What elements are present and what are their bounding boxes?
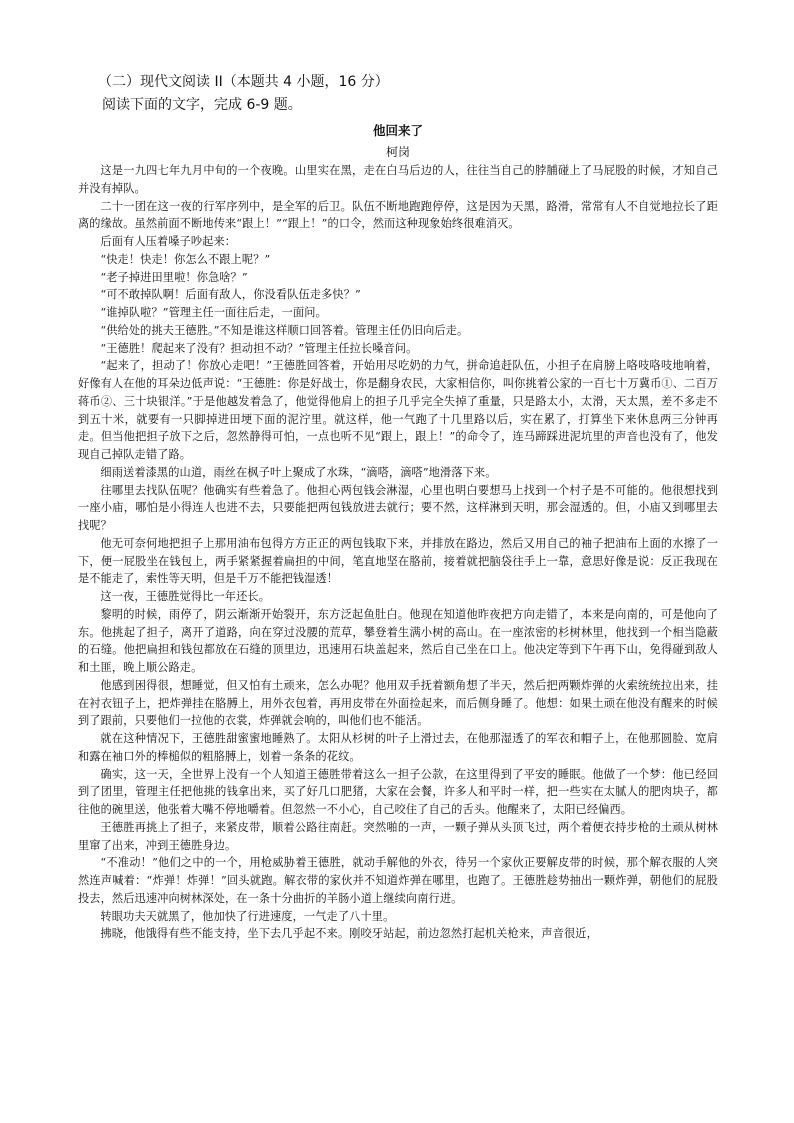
- paragraph: 拂晓，他饿得有些不能支持，坐下去几乎起不来。刚咬牙站起，前边忽然打起机关枪来，声音很近，: [100, 927, 598, 941]
- paragraph: 二十一团在这一夜的行军序列中，是全军的后卫。队伍不断地跑跑停停，这是因为天黑，路滑，常常有人不自觉地拉长了距离的缘故。虽然前面不断地传来“跟上！”“跟上！”的口令，然而这种现象始终很难消灭。: [78, 199, 718, 231]
- reading-instruction: 阅读下面的文字，完成 6-9 题。: [102, 97, 302, 113]
- paragraph: 往哪里去找队伍呢？他确实有些着急了。他担心两包钱会淋湿，心里也明白要想马上找到一个村子是不可能的。他很想找到一座小庙，哪怕是小得连人也进不去，只要能把两包钱放进去就行；要不然，这样淋到天明，那会湿透的。但，小庙又到哪里去找呢？: [78, 483, 718, 532]
- paragraph: 细雨送着漆黑的山道，雨丝在枫子叶上聚成了水珠，“滴嗒，滴嗒”地滑落下来。: [100, 465, 497, 479]
- section-heading: （二）现代文阅读 II（本题共 4 小题，16 分）: [98, 74, 389, 90]
- paragraph: 确实，这一天，全世界上没有一个人知道王德胜带着这么一担子公款，在这里得到了平安的睡眠。他做了一个梦：他已经回到了团里，管理主任把他挑的钱拿出来，买了好几口肥猪，大家在会餐，许多人和平时一样，把一些实在太腻人的肥肉块子，都往他的碗里送，他张着大嘴不停地嚼着。但忽然一不小心，自己咬住了自己的舌头。他醒来了，太阳已经偏西。: [78, 767, 718, 816]
- paragraph: “供给处的挑夫王德胜。”不知是谁这样顺口回答着。管理主任仍旧向后走。: [100, 323, 469, 337]
- paragraph: 就在这种情况下，王德胜甜蜜蜜地睡熟了。太阳从杉树的叶子上滑过去，在他那湿透了的军衣和帽子上，在他那圆脸、宽肩和露在袖口外的棒槌似的粗胳膊上，划着一条条的花纹。: [78, 732, 718, 763]
- paragraph: 这是一九四七年九月中旬的一个夜晚。山里实在黑，走在白马后边的人，往往当自己的脖脯碰上了马屁股的时候，才知自己并没有掉队。: [78, 164, 718, 195]
- paragraph: “可不敢掉队啊！后面有敌人，你没看队伍走多快？”: [100, 288, 361, 302]
- paragraph: “快走！快走！你怎么不跟上呢？”: [100, 252, 271, 266]
- paragraph: “不准动！”他们之中的一个，用枪威胁着王德胜，就动手解他的外衣，待另一个家伙正要解皮带的时候，那个解衣服的人突然连声喊着：“炸弹！炸弹！”回头就跑。解衣带的家伙并不知道炸弹在哪里，也跑了。王德胜趁势抽出一颗炸弹，朝他们的屁股投去，然后迅速冲向树林深处，在一条十分曲折的羊肠小道上继续向南行进。: [78, 856, 718, 905]
- article-title: 他回来了: [372, 123, 423, 138]
- paragraph: “老子掉进田里啦！你急啥？”: [100, 270, 248, 284]
- paragraph: 后面有人压着嗓子吵起来：: [100, 235, 237, 248]
- paragraph: 他感到困得很，想睡觉，但又怕有土顽来，怎么办呢？他用双手抚着额角想了半天，然后把两颗炸弹的火索统统拉出来，挂在衬衣钮子上，把炸弹挂在胳膊上，用外衣包着，再用皮带在外面捡起来，而后侧身睡了。他想：如果土顽在他没有醒来的时候到了跟前，只要他们一拉他的衣裳，炸弹就会响的，叫他们也不能活。: [78, 678, 718, 728]
- paragraph: 转眼功夫天就黑了，他加快了行进速度，一气走了八十里。: [100, 909, 395, 923]
- paragraph: “谁掉队啦？”管理主任一面往后走，一面问。: [100, 306, 327, 319]
- paragraph: 这一夜，王德胜觉得比一年还长。: [100, 590, 271, 603]
- paragraph: 黎明的时候，雨停了，阴云渐渐开始裂开，东方泛起鱼肚白。他现在知道他昨夜把方向走错了，本来是向南的，可是他向了东。他挑起了担子，离开了道路，向在穿过没腰的荒草，攀登着生满小树的高山。在一座浓密的杉树林里，他找到一个相当隐蔽的石缝。他把扁担和钱包都放在石缝的顶里边，迅速用石块盖起来，然后自己坐在口上。他决定等到下午再下山，免得碰到敌人和土匪，晚上顺公路走。: [78, 607, 718, 674]
- article-author: 柯岗: [385, 145, 410, 159]
- paragraph: “起来了，担动了！你放心走吧！”王德胜回答着，开始用尽吃奶的力气，拼命追赶队伍，小担子在肩膀上咯吱咯吱地响着，好像有人在他的耳朵边低声说：“王德胜：你是好战士，你是翻身农民，大家相信你，叫你挑着公家的一百七十万冀币①、二百万蒋币②、三十块银洋。”于是他越发着急了，他觉得他肩上的担子几乎完全失掉了重量，只是路太小，太滑，天太黑，差不多走不到五十米，就要有一只脚掉进田埂下面的泥泞里。就这样，他一气跑了十几里路以后，实在累了，打算坐下来休息两三分钟再走。但当他把担子放下之后，忽然静得可怕，一点也听不见“跟上，跟上！”的命令了，连马蹄踩进泥坑里的声音也没有了，他发现自己掉队走错了路。: [78, 359, 718, 461]
- page-content: [78, 70, 718, 943]
- paragraph: “王德胜！爬起来了没有？担动担不动？”管理主任拉长嗓音问。: [100, 341, 418, 355]
- article-body: [78, 162, 718, 943]
- paragraph: 王德胜再挑上了担子，来紧皮带，顺着公路往南赶。突然啪的一声，一颗子弹从头顶飞过，两个着便衣持步枪的土顽从树林里窜了出来，冲到王德胜身边。: [78, 820, 718, 852]
- paragraph: 他无可奈何地把担子上那用油布包得方方正正的两包钱取下来，并排放在路边，然后又用自己的袖子把油布上面的水擦了一下，便一屁股坐在钱包上，两手紧紧握着扁担的中间，笔直地坚在胳前，接着就把脑袋往手上一靠，意思好像是说：反正我现在是不能走了，索性等天明，但是千万不能把钱湿透！: [78, 536, 718, 586]
